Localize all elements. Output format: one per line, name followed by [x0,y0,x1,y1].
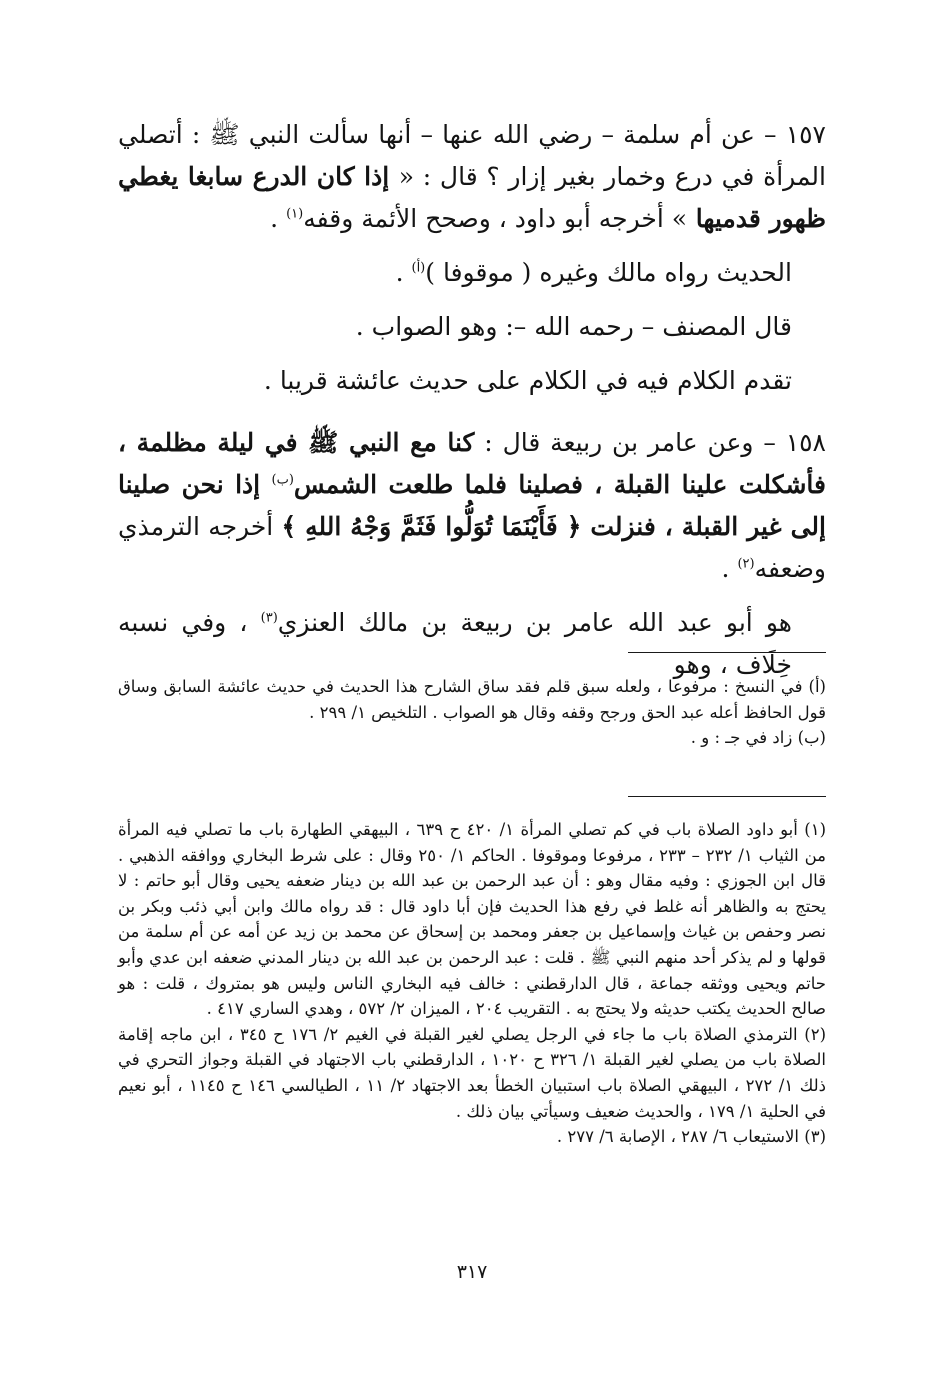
footnotes [118,817,826,1150]
hadith-157 [118,114,826,240]
editor-notes [118,674,826,751]
footnote-1: (١) أبو داود الصلاة باب في كم تصلي المرأة ١/ ٤٢٠ ح ٦٣٩ ، البيهقي الطهارة باب ما تصلي فيه المرأة من الثياب ١/ ٢٣٢ – ٢٣٣ ، مرفوعا وموقوفا . الحاكم ١/ ٢٥٠ وقال : على شرط البخاري ووافقه الذهبي . قال ابن الجوزي : وفيه مقال وهو : أن عبد الرحمن بن عبد الله بن دينار ضعفه يحيى وقال أبو حاتم : لا يحتج به والظاهر أنه غلط في رفع هذا الحديث فإن أبا داود قال : قد رواه مالك وابن أبي ذئب وبكر بن نصر وحفص بن غياث وإسماعيل بن جعفر ومحمد بن إسحاق عن محمد بن زيد عن أمه عن أم سلمة من قولها و لم يذكر أحد منهم النبي ﷺ . قلت : عبد الرحمن بن عبد الله بن دينار المدني ضعفه ابن عدي وأبو حاتم ويحيى ووثقه جماعة ، قال الدارقطني : خالف فيه البخاري الناس وليس هو بمتروك ، قلت : هو صالح الحديث يكتب حديثه ولا يحتج به . التقريب ٢٠٤ ، الميزان ٢/ ٥٧٢ ، وهدي الساري ٤١٧ . [118,820,827,1019]
commentary-end: . [395,258,412,287]
spacer [118,414,826,422]
hadith-157-end: . [270,204,287,233]
main-text [118,114,826,698]
hadith-157-tail: » أخرجه أبو داود ، وصحح الأئمة وقفه [303,204,688,233]
editor-notes-divider [628,652,826,653]
hadith-158-bold-2: إذا نحن صلينا إلى غير القبلة ، فنزلت ﴿ فَأَيْنَمَا تُوَلُّوا فَثَمَّ وَجْهُ اللهِ ﴾ [118,470,826,541]
editor-note-ref-a: (أ) [411,260,426,276]
commentary-line [118,252,826,294]
hadith-158-end: . [721,554,738,583]
footnotes-divider [628,796,826,797]
cross-reference: تقدم الكلام فيه في الكلام على حديث عائشة قريبا . [263,366,792,395]
editor-note-a: (أ) في النسخ : مرفوعا ، ولعله سبق قلم فقد ساق الشارح هذا الحديث في حديث عائشة السابق وساق قول الحافظ أعله عبد الحق ورجح وقفه وقال هو الصواب . التلخيص ١/ ٢٩٩ . [118,677,826,722]
footnote-ref-2: (٢) [737,556,755,572]
narrator-tail: ، وفي نسبه خِلَاف ، وهو [118,608,792,679]
editor-note-b: (ب) زاد في جـ : و . [690,728,826,748]
hadith-158-tail: أخرجه الترمذي وضعفه [118,512,826,583]
narrator-text: هو أبو عبد الله عامر بن ربيعة بن مالك العنزي [277,608,792,637]
footnote-3: (٣) الاستيعاب ٦/ ٢٨٧ ، الإصابة ٦/ ٢٧٧ . [556,1127,826,1147]
commentary-text: الحديث رواه مالك وغيره ( موقوفا ) [425,258,792,287]
footnote-ref-1: (١) [286,206,304,222]
hadith-158 [118,422,826,590]
hadith-158-bold-1: كنا مع النبي ﷺ في ليلة مظلمة ، فأشكلت علينا القبلة ، فصلينا فلما طلعت الشمس [118,428,826,499]
hadith-158-lead: ١٥٨ – وعن عامر بن ربيعة قال : [474,428,826,457]
footnote-2: (٢) الترمذي الصلاة باب ما جاء في الرجل يصلي لغير القبلة في الغيم ٢/ ١٧٦ ح ٣٤٥ ، ابن ماجه إقامة الصلاة باب من يصلي لغير القبلة ١/ ٣٢٦ ح ١٠٢٠ ، الدارقطني باب الاجتهاد في القبلة وجواز التحري في ذلك ١/ ٢٧٢ ، البيهقي الصلاة باب استبيان الخطأ بعد الاجتهاد ٢/ ١١ ، الطيالسي ١٤٦ ح ١١٤٥ ، أبو نعيم في الحلية ١/ ١٧٩ ، والحديث ضعيف وسيأتي بيان ذلك . [118,1024,827,1121]
author-remark: قال المصنف – رحمه الله –: وهو الصواب . [355,312,792,341]
hadith-157-bold: إذا كان الدرع سابغا يغطي ظهور قدميها [118,162,826,233]
editor-note-ref-b: (ب) [271,472,294,488]
page-number: ٣١٧ [456,1261,488,1283]
hadith-157-lead: ١٥٧ – عن أم سلمة – رضي الله عنها – أنها سألت النبي ﷺ : أتصلي المرأة في درع وخمار بغير إزار ؟ قال : « [118,120,826,191]
footnote-ref-3: (٣) [260,610,278,626]
